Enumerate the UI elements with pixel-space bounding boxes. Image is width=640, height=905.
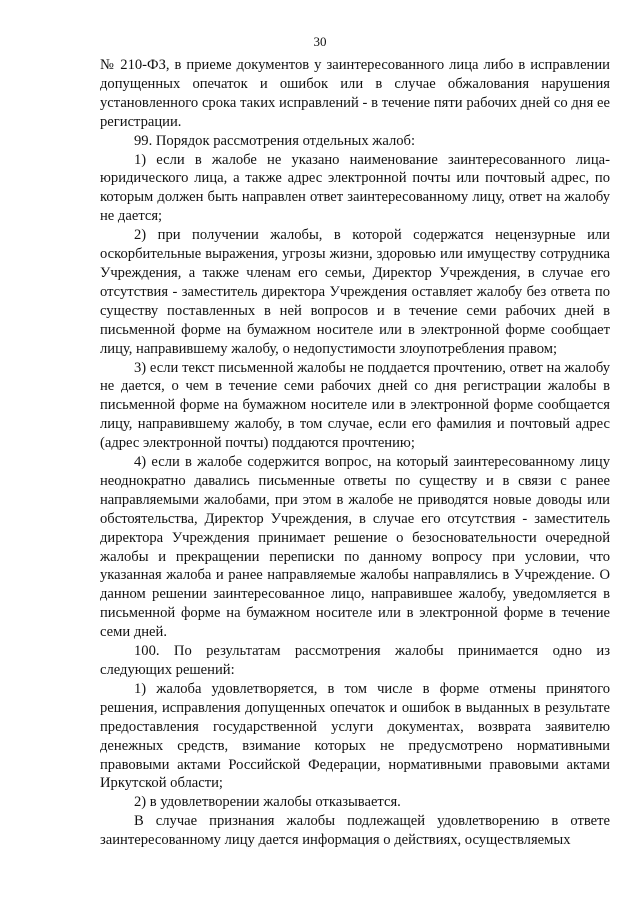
paragraph-99-item-2: 2) при получении жалобы, в которой содержатся нецензурные или оскорбительные выражения, угрозы жизни, здоровью или имуществу сотрудника Учреждения, а также членам его семьи, Директор Учреждения, в случае его отсутствия - заместитель директора Учреждения оставляет жалобу без ответа по существу поставленных в ней вопросов и в течение семи рабочих дней в письменной форме на бумажном носителе или в электронной форме сообщает лицу, направившему жалобу, о недопустимости злоупотребления правом;	[100, 227, 610, 357]
paragraph-section-100: 100. По результатам рассмотрения жалобы принимается одно из следующих решений:	[100, 643, 610, 678]
body-text	[100, 56, 610, 850]
paragraph-continuation: № 210-ФЗ, в приеме документов у заинтересованного лица либо в исправлении допущенных опечаток и ошибок или в случае обжалования нарушения установленного срока таких исправлений - в течение пяти рабочих дней со дня ее регистрации.	[100, 57, 610, 130]
paragraph-100-item-1: 1) жалоба удовлетворяется, в том числе в форме отмены принятого решения, исправления допущенных опечаток и ошибок в выданных в результате предоставления государственной услуги документах, возврата заявителю денежных средств, взимание которых не предусмотрено нормативными правовыми актами Российской Федерации, нормативными правовыми актами Иркутской области;	[100, 680, 610, 792]
page-number: 30	[313, 34, 327, 49]
paragraph-99-item-3: 3) если текст письменной жалобы не поддается прочтению, ответ на жалобу не дается, о чем в течение семи рабочих дней со дня регистрации жалобы в письменной форме на бумажном носителе или в электронной форме сообщается лицу, направившему жалобу, в том случае, если его фамилия и почтовый адрес (адрес электронной почты) поддаются прочтению;	[100, 359, 610, 452]
paragraph-100-item-2: 2) в удовлетворении жалобы отказывается.	[134, 794, 401, 811]
paragraph-final: В случае признания жалобы подлежащей удовлетворению в ответе заинтересованному лицу дается информация о действиях, осуществляемых	[100, 813, 610, 849]
paragraph-section-99: 99. Порядок рассмотрения отдельных жалоб:	[134, 132, 416, 149]
paragraph-99-item-1: 1) если в жалобе не указано наименование заинтересованного лица-юридического лица, а также адрес электронной почты или почтовый адрес, по которым должен быть направлен ответ заинтересованному лицу, ответ на жалобу не дается;	[100, 151, 610, 225]
paragraph-99-item-4: 4) если в жалобе содержится вопрос, на который заинтересованному лицу неоднократно давались письменные ответы по существу и в связи с ранее направляемыми жалобами, при этом в жалобе не приводятся новые доводы или обстоятельства, Директор Учреждения, в случае его отсутствия - заместитель директора Учреждения принимает решение о безосновательности очередной жалобы и прекращении переписки по данному вопросу при условии, что указанная жалоба и ранее направляемые жалобы направлялись в Учреждение. О данном решении заинтересованное лицо, направившее жалобу, уведомляется в письменной форме на бумажном носителе или в электронной форме в течение семи дней.	[100, 454, 610, 641]
